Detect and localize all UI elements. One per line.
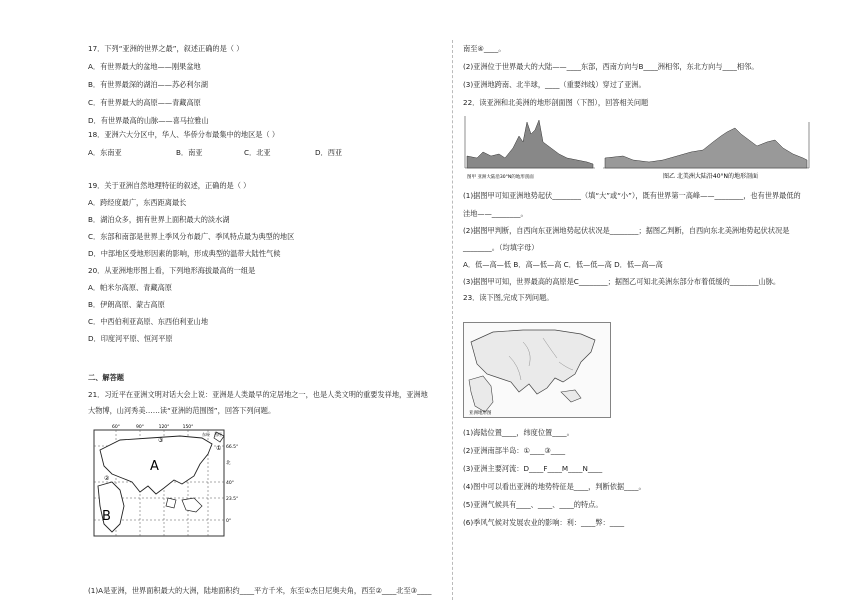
q23-sub5: (5)亚洲气候具有____、____、____的特点。 — [463, 500, 603, 509]
marker-1: ① — [216, 445, 222, 452]
q19-option-d: D．中部地区受地形因素的影响，形成典型的温带大陆性气候 — [88, 249, 281, 258]
q23-sub1: (1)海陆位置____，纬度位置____。 — [463, 428, 574, 437]
q22-options: A．低—高—低 B．高—低—高 C．低—低—高 D．低—高—高 — [463, 260, 663, 269]
lon-label: 东经 — [202, 432, 210, 437]
q21-intro-line2: 大物博，山河秀美……读“亚洲的范围图”，回答下列问题。 — [88, 406, 276, 415]
q18-option-d: D．西亚 — [315, 148, 343, 157]
q20-option-a: A．帕米尔高原、青藏高原 — [88, 283, 172, 292]
q20-option-b: B．伊朗高原、蒙古高原 — [88, 300, 165, 309]
island-outline — [166, 498, 176, 508]
q19-option-a: A．跨经度最广，东西距离最长 — [88, 198, 187, 207]
lat-label: 北 — [226, 461, 231, 466]
q23-sub3: (3)亚洲主要河流：D____F____M____N____ — [463, 464, 603, 473]
terrain-profiles-figure — [463, 112, 813, 184]
q20-option-d: D．印度河平原、恒河平原 — [88, 334, 173, 343]
profile-b-caption: 图乙 北美洲大陆沿40°N的地形剖面 — [663, 173, 759, 180]
q18-stem: 18．亚洲六大分区中，华人、华侨分布最集中的地区是（ ） — [88, 130, 280, 139]
lat-label: 40° — [226, 481, 234, 486]
q22-stem: 22．读亚洲和北美洲的地形剖面图（下图），回答相关问题 — [463, 98, 649, 107]
q22-sub1-line1: (1)据图甲可知亚洲地势起伏________（填“大”或“小”），既有世界第一高峰——________，也有世界最低的 — [463, 191, 801, 200]
q21-sub3: (3)亚洲地跨南、北半球，____（重要纬线）穿过了亚洲。 — [463, 80, 646, 89]
profile-a — [465, 116, 595, 168]
q19-stem: 19．关于亚洲自然地理特征的叙述，正确的是（ ） — [88, 181, 251, 190]
q22-sub2-line1: (2)据图甲判断，自西向东亚洲地势起伏状况是________；据图乙判断，自西向东北美洲地势起伏状况是 — [463, 226, 790, 235]
lat-label: 0° — [226, 519, 232, 524]
q21-intro-line1: 21．习近平在亚洲文明对话大会上说：亚洲是人类最早的定居地之一，也是人类文明的重要发祥地，亚洲地 — [88, 390, 428, 399]
q19-option-b: B．湖泊众多，拥有世界上面积最大的淡水湖 — [88, 215, 230, 224]
q21-continuation: 南至④____。 — [463, 44, 506, 53]
profile-b-silhouette — [605, 128, 807, 168]
q18-option-b: B．南亚 — [176, 148, 203, 157]
lon-label: 120° — [158, 425, 170, 430]
q23-stem: 23．读下图,完成下列问题。 — [463, 293, 554, 302]
q17-stem: 17．下列“亚洲的世界之最”，叙述正确的是（ ） — [88, 44, 244, 53]
q17-option-a: A．有世界最大的盆地——刚果盆地 — [88, 62, 201, 71]
q23-sub6: (6)季风气候对发展农业的影响：利：____弊：____ — [463, 518, 625, 527]
lon-label: 西经 — [214, 432, 222, 437]
q21-sub1: (1)A是亚洲，世界面积最大的大洲，陆地面积约____平方千米，东至①杰日尼奥夫角，西至②____北至③____ — [88, 586, 432, 595]
profile-a-silhouette — [467, 120, 593, 168]
lon-label: 60° — [112, 425, 120, 430]
asia-topographic-map — [463, 322, 611, 418]
asia-range-map — [90, 420, 250, 540]
map-caption: 亚洲地形图 — [469, 411, 492, 416]
q21-sub2: (2)亚洲位于世界最大的大陆——____东部，西南方向与B____洲相邻，东北方向与____相邻。 — [463, 62, 759, 71]
lon-label: 150° — [182, 425, 194, 430]
section-heading: 二、解答题 — [88, 373, 124, 382]
q19-option-c: C．东部和南部是世界上季风分布最广、季风特点最为典型的地区 — [88, 232, 295, 241]
lat-label: 23.5° — [226, 497, 239, 502]
q17-option-c: C．有世界最大的高原——青藏高原 — [88, 98, 201, 107]
q18-option-c: C．北亚 — [244, 148, 271, 157]
marker-3: ③ — [158, 437, 164, 444]
profile-a-caption: 图甲 亚洲大陆沿30°N的地形剖面 — [467, 175, 534, 180]
region-b-label: B — [102, 509, 111, 524]
q23-sub4: (4)图中可以看出亚洲的地势特征是____，判断依据____。 — [463, 482, 646, 491]
q22-sub1-line2: 洼地——________。 — [463, 209, 528, 218]
q17-option-d: D．有世界最高的山脉——喜马拉雅山 — [88, 116, 209, 125]
q20-stem: 20．从亚洲地形图上看，下列地形海拔最高的一组是 — [88, 266, 256, 275]
q22-sub3: (3)据图甲可知，世界最高的高原是C________；据图乙可知北美洲东部分布着低缓的________山脉。 — [463, 277, 781, 286]
profile-b — [603, 122, 809, 168]
q23-sub2: (2)亚洲南部半岛：①____③____ — [463, 446, 566, 455]
q22-sub2-line2: ________。（均填字母） — [463, 243, 539, 252]
lon-label: 90° — [136, 425, 144, 430]
lat-label: 66.5° — [226, 445, 239, 450]
q18-option-a: A．东南亚 — [88, 148, 122, 157]
marker-2: ② — [104, 475, 110, 482]
region-a-label: A — [150, 459, 159, 474]
q20-option-c: C．中西伯利亚高原、东西伯利亚山地 — [88, 317, 209, 326]
column-divider — [452, 40, 453, 600]
q17-option-b: B．有世界最深的湖泊——苏必利尔湖 — [88, 80, 208, 89]
